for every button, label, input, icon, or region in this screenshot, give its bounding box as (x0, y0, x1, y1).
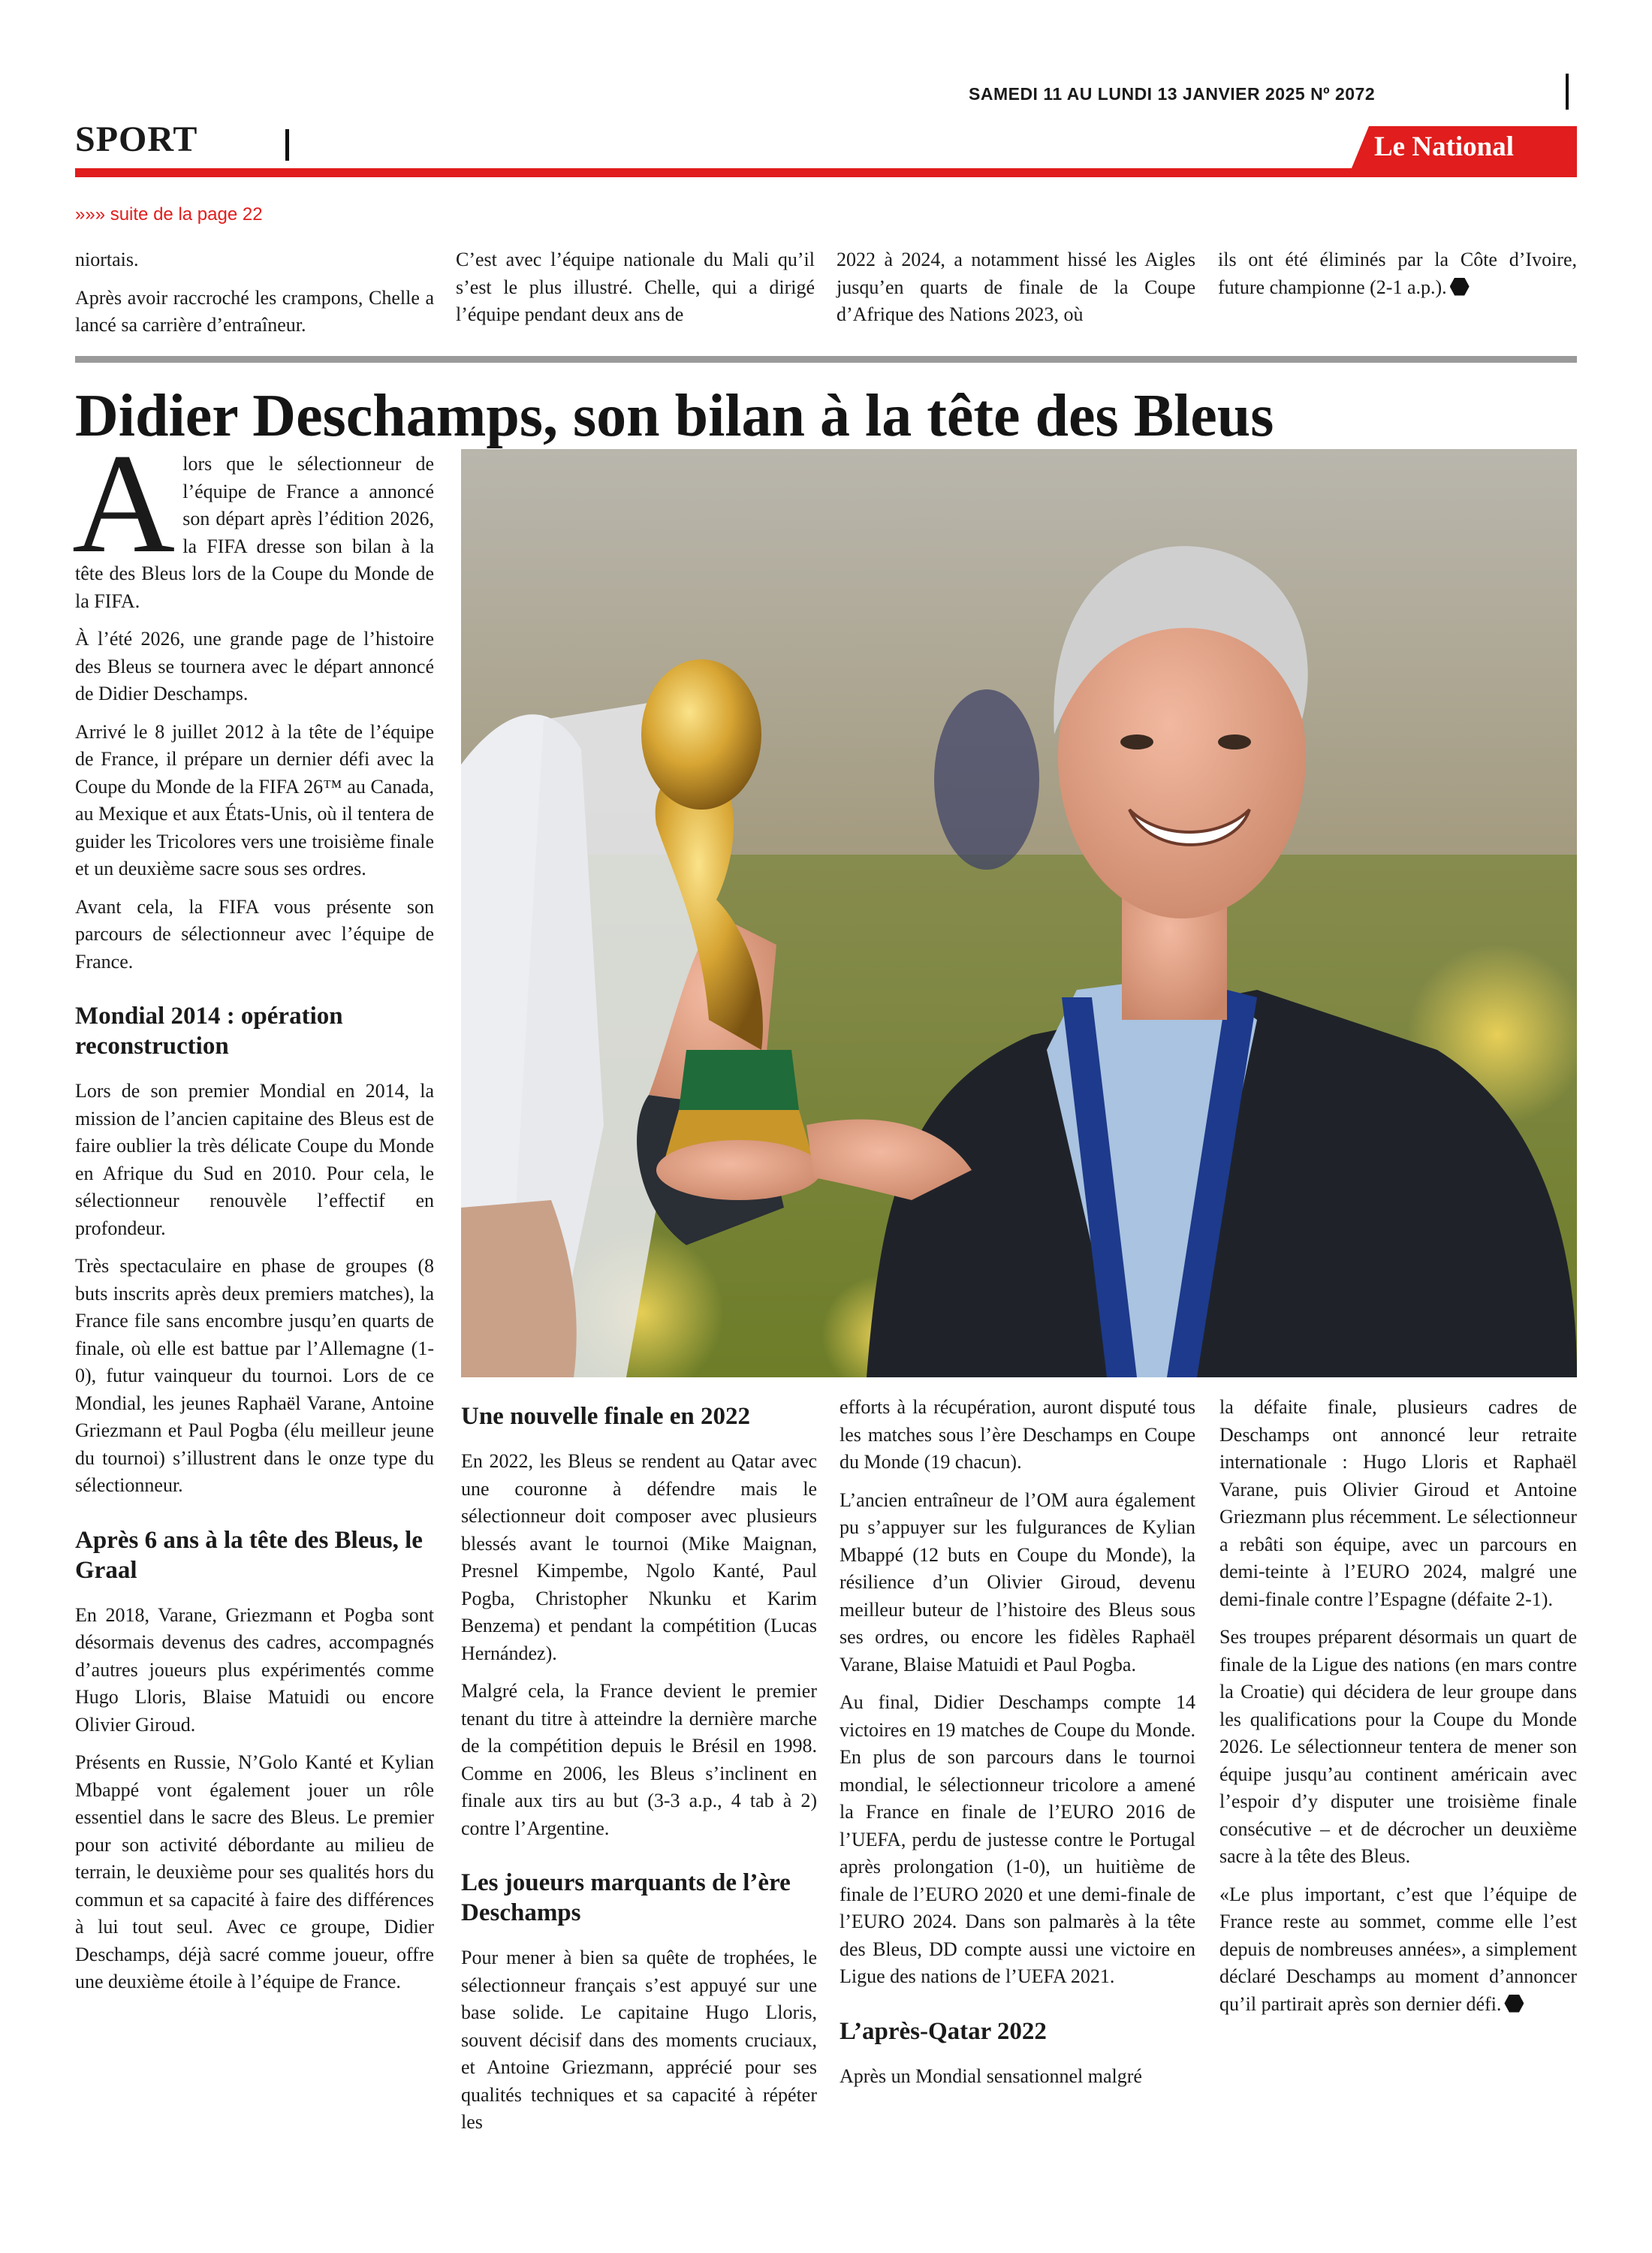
paragraph: Très spectaculaire en phase de groupes (8 buts inscrits après deux premiers matches), la France file sans encombre jusqu’en quarts de finale, où elle est battue par l’Allemagne (1-0), futur vainqueur du tournoi. Lors de ce Mondial, les jeunes Raphaël Varane, Antoine Griezmann et Paul Pogba (élu meilleur jeune du tournoi) s’illustrent dans le onze type du sélectionneur. (75, 1255, 434, 1496)
article-separator (75, 356, 1577, 363)
section-divider (285, 129, 289, 161)
intro-paragraph (72, 425, 434, 615)
paragraph-text: «Le plus important, c’est que l’équipe de France reste au sommet, comme elle l’est depuis de nombreuses années», a simplement déclaré Deschamps au moment d’annoncer qu’il partirait après son dernier défi. (1219, 1883, 1577, 2015)
paragraph: efforts à la récupération, auront disputé tous les matches sous l’ère Deschamps en Coupe du Monde (19 chacun). (840, 1396, 1195, 1473)
subheading-le-graal: Après 6 ans à la tête des Bleus, le Graal (75, 1526, 423, 1584)
paragraph-text: ils ont été éliminés par la Côte d’Ivoire, future championne (2-1 a.p.). (1218, 249, 1577, 298)
paragraph: Ses troupes préparent désormais un quart de finale de la Ligue des nations (en mars contre la Croatie) qui décidera de leur groupe dans les qualifications pour la Coupe du Monde 2026. Le sélectionneur tentera de mener son équipe jusqu’au continent américain avec l’espoir d’y disputer une troisième finale consécutive – et de décrocher un deuxième sacre à la tête des Bleus. (1219, 1626, 1577, 1867)
section-title: SPORT (75, 119, 198, 159)
article-col-4 (1219, 1394, 1577, 2028)
paragraph: Au final, Didier Deschamps compte 14 victoires en 19 matches de Coupe du Monde. En plus de son parcours dans le tournoi mondial, le sélectionneur tricolore a amené la France en finale de l’EURO 2016 de l’UEFA, perdu de justesse contre le Portugal après prolongation (1-0), un huitième de finale de l’EURO 2020 et une demi-finale de l’EURO 2024. Dans son palmarès à la tête des Bleus, DD compte aussi une victoire en Ligue des nations de l’UEFA 2021. (840, 1691, 1195, 1987)
drop-cap: A (72, 425, 176, 583)
paragraph: Après un Mondial sensationnel malgré (840, 2064, 1142, 2087)
prev-article-col-3 (837, 246, 1195, 339)
paragraph: En 2022, les Bleus se rendent au Qatar avec une couronne à défendre mais le sélectionneur doit composer avec plusieurs blessés avant le tournoi (Mike Maignan, Presnel Kimpembe, Ngolo Kanté, Paul Pogba, Christopher Nkunku et Karim Benzema) et pendant la compétition (Lucas Hernández). (461, 1450, 817, 1664)
paragraph: L’ancien entraîneur de l’OM aura également pu s’appuyer sur les fulgurances de Kylian Mbappé (12 buts en Coupe du Monde), la résilience d’un Olivier Giroud, devenu meilleur buteur de l’histoire des Bleus sous ses ordres, ou encore les fidèles Raphaël Varane, Blaise Matuidi et Paul Pogba. (840, 1488, 1195, 1675)
article-col-3 (840, 1394, 1195, 2101)
paragraph: Malgré cela, la France devient le premier tenant du titre à atteindre la dernière marche de la compétition depuis le Brésil en 1998. Comme en 2006, les Bleus s’inclinent en finale aux tirs au but (3-3 a.p., 4 tab à 2) contre l’Argentine. (461, 1680, 817, 1839)
end-of-article-mark (1450, 278, 1470, 296)
subheading-joueurs-marquants: Les joueurs marquants de l’ère Deschamps (461, 1869, 791, 1926)
paragraph: Arrivé le 8 juillet 2012 à la tête de l’équipe de France, il prépare un dernier défi avec la Coupe du Monde de la FIFA 26™ au Canada, au Mexique et aux États-Unis, où il tentera de guider les Tricolores vers une troisième finale et un deuxième sacre sous ses ordres. (75, 720, 434, 879)
paragraph: À l’été 2026, une grande page de l’histoire des Bleus se tournera avec le départ annoncé de Didier Deschamps. (75, 628, 434, 704)
prev-article-col-2 (456, 246, 815, 339)
coach-trophy-photo (461, 449, 1577, 1377)
paragraph (1219, 1881, 1577, 2019)
paragraph: En 2018, Varane, Griezmann et Pogba sont désormais devenus des cadres, accompagnés d’autres joueurs plus expérimentés comme Hugo Lloris, Blaise Matuidi ou encore Olivier Giroud. (75, 1603, 434, 1736)
continued-from-link[interactable]: »»» suite de la page 22 (75, 204, 263, 225)
paragraph: Après avoir raccroché les crampons, Chelle a lancé sa carrière d’entraîneur. (75, 286, 434, 336)
paragraph: Pour mener à bien sa quête de trophées, le sélectionneur français s’est appuyé sur une base solide. Le capitaine Hugo Lloris, souvent décisif dans des moments cruciaux, et Antoine Griezmann, apprécié pour ses qualités techniques et sa capacité à répéter les (461, 1947, 817, 2133)
subheading-apres-qatar: L’après-Qatar 2022 (840, 2017, 1047, 2045)
end-of-article-mark (1504, 1995, 1524, 2013)
paragraph: C’est avec l’équipe nationale du Mali qu’il s’est le plus illustré. Chelle, qui a dirigé l’équipe pendant deux ans de (456, 249, 815, 325)
paragraph: Avant cela, la FIFA vous présente son parcours de sélectionneur avec l’équipe de France. (75, 895, 434, 973)
article-col-1 (72, 425, 434, 2007)
paragraph (1218, 246, 1577, 301)
brand-name: Le National (1374, 131, 1515, 162)
dateline: SAMEDI 11 AU LUNDI 13 JANVIER 2025 Nº 2072 (969, 84, 1376, 104)
paragraph: Lors de son premier Mondial en 2014, la mission de l’ancien capitaine des Bleus est de faire oublier la très délicate Coupe du Monde en Afrique du Sud en 2010. Pour cela, le sélectionneur renouvèle l’effectif en profondeur. (75, 1080, 434, 1239)
paragraph: la défaite finale, plusieurs cadres de Deschamps ont annoncé leur retraite internationale : Hugo Lloris et Raphaël Varane, puis Olivier Giroud et Antoine Griezmann plus récemment. Le sélectionneur a rebâti son équipe, avec un parcours en demi-teinte à l’EURO 2024, malgré une demi-finale contre l’Espagne (défaite 2-1). (1219, 1396, 1577, 1610)
paragraph: Présents en Russie, N’Golo Kanté et Kylian Mbappé vont également jouer un rôle essentiel dans le sacre des Bleus. Le premier pour son activité débordante au milieu de terrain, le deuxième pour ses qualités hors du commun et sa capacité à faire des différences à lui tout seul. Avec ce groupe, Didier Deschamps, déjà sacré comme joueur, offre une deuxième étoile à l’équipe de France. (75, 1751, 434, 1992)
article-headline: Didier Deschamps, son bilan à la tête des Bleus (75, 383, 1274, 449)
intro-text: lors que le sélectionneur de l’équipe de France a annoncé son départ après l’édition 2026, la FIFA dresse son bilan à la tête des Bleus lors de la Coupe du Monde de la FIFA. (75, 453, 434, 612)
masthead-divider (1566, 74, 1569, 110)
article-col-2 (461, 1394, 817, 2147)
subheading-mondial-2014: Mondial 2014 : opération reconstruction (75, 1003, 343, 1060)
subheading-finale-2022: Une nouvelle finale en 2022 (461, 1403, 750, 1430)
prev-article-col-1 (75, 246, 434, 350)
paragraph: niortais. (75, 249, 139, 270)
paragraph: 2022 à 2024, a notamment hissé les Aigles jusqu’en quarts de finale de la Coupe d’Afrique des Nations 2023, où (837, 249, 1195, 325)
prev-article-col-4 (1218, 246, 1577, 312)
